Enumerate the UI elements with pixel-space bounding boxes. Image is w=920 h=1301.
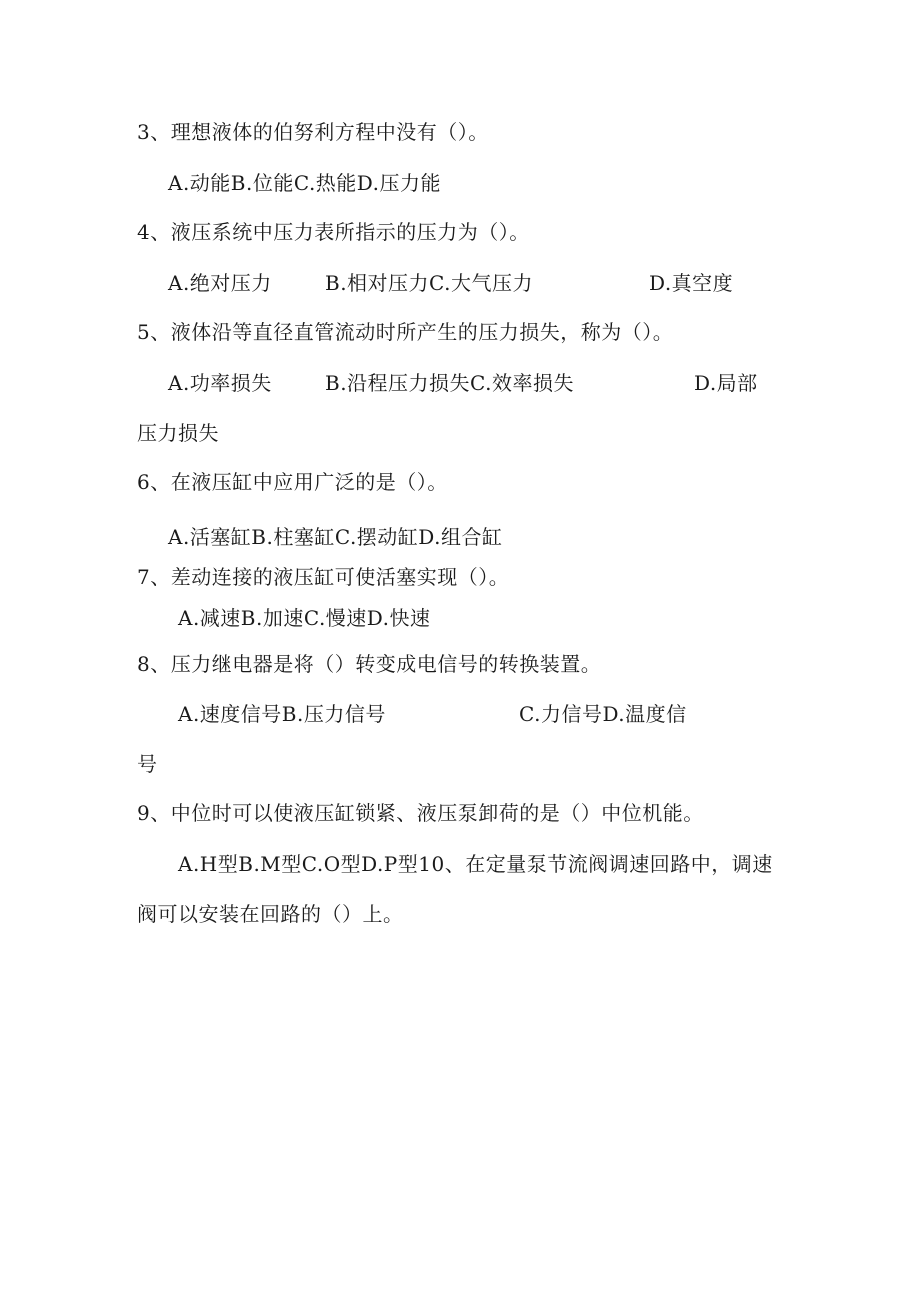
question-7-options: A.减速B.加速C.慢速D.快速: [178, 606, 431, 630]
question-6-options: A.活塞缸B.柱塞缸C.摆动缸D.组合缸: [168, 525, 503, 549]
question-4-option-a: A.绝对压力: [168, 271, 272, 295]
question-5-option-a: A.功率损失: [168, 371, 272, 395]
question-4-option-bc: B.相对压力C.大气压力: [325, 271, 534, 295]
question-5-option-d: D.局部: [694, 371, 758, 395]
question-8-option-cd: C.力信号D.温度信: [519, 702, 687, 726]
question-4-stem: 4、液压系统中压力表所指示的压力为（）。: [137, 220, 530, 244]
question-3-stem: 3、理想液体的伯努利方程中没有（）。: [137, 120, 489, 144]
question-9-stem: 9、中位时可以使液压缸锁紧、液压泵卸荷的是（）中位机能。: [137, 801, 704, 825]
question-8-options-wrap: 号: [137, 752, 158, 776]
question-4-option-d: D.真空度: [649, 271, 734, 295]
question-5-option-bc: B.沿程压力损失C.效率损失: [325, 371, 575, 395]
question-3-options: A.动能B.位能C.热能D.压力能: [168, 171, 441, 195]
question-6-stem: 6、在液压缸中应用广泛的是（）。: [137, 470, 448, 494]
question-9-options: A.H型B.M型C.O型D.P型10、在定量泵节流阀调速回路中，调速: [178, 852, 773, 876]
question-8-stem: 8、压力继电器是将（）转变成电信号的转换装置。: [137, 652, 602, 676]
question-5-stem: 5、液体沿等直径直管流动时所产生的压力损失，称为（）。: [137, 320, 674, 344]
question-8-option-ab: A.速度信号B.压力信号: [178, 702, 386, 726]
question-5-options-wrap: 压力损失: [137, 421, 219, 445]
question-7-stem: 7、差动连接的液压缸可使活塞实现（）。: [137, 565, 510, 589]
question-9-options-wrap: 阀可以安装在回路的（）上。: [137, 902, 404, 926]
